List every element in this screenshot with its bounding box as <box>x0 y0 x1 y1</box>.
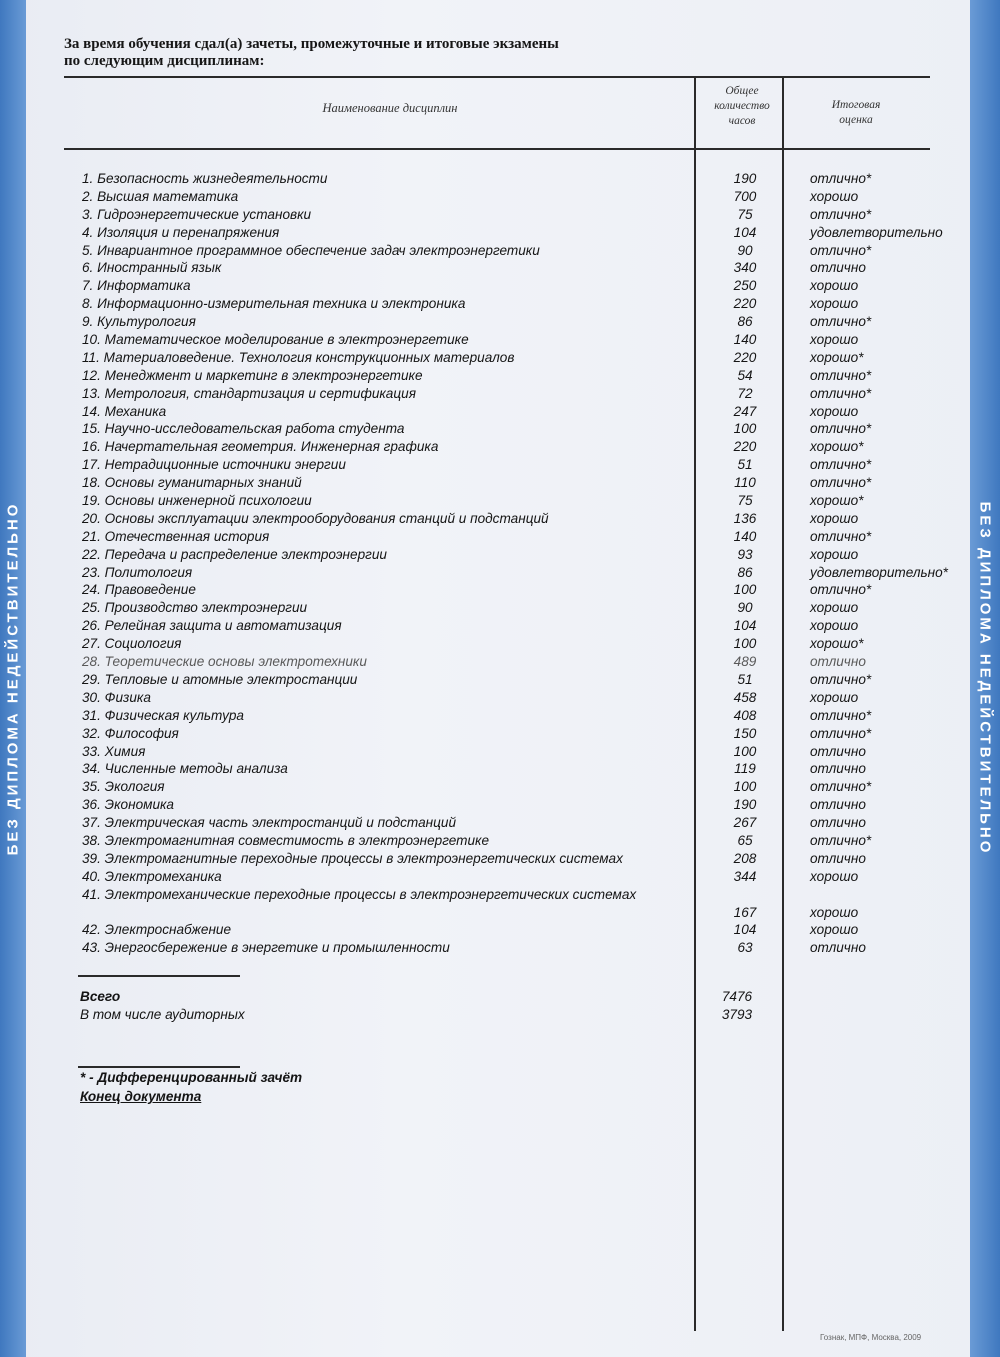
discipline-name: 5. Инвариантное программное обеспечение задач электроэнергетики <box>82 242 540 258</box>
discipline-hours: 104 <box>733 224 757 240</box>
printer-mark: Гознак, МПФ, Москва, 2009 <box>820 1333 922 1342</box>
discipline-name: 22. Передача и распределение электроэнергии <box>82 546 387 562</box>
discipline-hours: 136 <box>733 510 757 526</box>
discipline-name: 26. Релейная защита и автоматизация <box>82 618 342 634</box>
discipline-name: 32. Философия <box>82 725 179 741</box>
discipline-hours: 140 <box>733 332 757 348</box>
discipline-grade: хорошо <box>810 546 859 562</box>
discipline-hours: 150 <box>733 725 757 741</box>
table-row <box>0 456 1000 474</box>
discipline-grade: отлично* <box>810 206 872 222</box>
table-row <box>0 170 1000 188</box>
table-row <box>0 403 1000 421</box>
discipline-name: 11. Материаловедение. Технология конструкционных материалов <box>82 349 515 365</box>
discipline-name: 20. Основы эксплуатации электрооборудования станций и подстанций <box>82 510 549 526</box>
discipline-grade: хорошо <box>810 904 859 920</box>
discipline-name: 12. Менеджмент и маркетинг в электроэнергетике <box>82 367 423 383</box>
table-top-rule <box>64 76 930 78</box>
discipline-hours: 700 <box>733 188 757 204</box>
discipline-hours: 208 <box>733 850 757 866</box>
discipline-name: 33. Химия <box>82 743 146 759</box>
discipline-hours: 86 <box>737 314 753 330</box>
table-row <box>0 581 1000 599</box>
discipline-hours: 90 <box>737 242 753 258</box>
table-row <box>0 886 1000 922</box>
discipline-name: 14. Механика <box>82 403 167 419</box>
table-row <box>0 939 1000 957</box>
intro-text <box>64 36 559 70</box>
discipline-name: 13. Метрология, стандартизация и сертификация <box>82 385 416 401</box>
table-row <box>0 224 1000 242</box>
discipline-hours: 54 <box>737 367 753 383</box>
discipline-grade: отлично <box>810 797 866 813</box>
footnote: * - Дифференцированный зачёт <box>80 1070 303 1085</box>
table-row <box>0 850 1000 868</box>
discipline-name: 2. Высшая математика <box>82 188 239 204</box>
discipline-name: 7. Информатика <box>82 278 191 294</box>
discipline-grade: хорошо <box>810 689 859 705</box>
discipline-hours: 344 <box>733 868 757 884</box>
discipline-grade: отлично* <box>810 671 872 687</box>
discipline-hours: 104 <box>733 922 757 938</box>
discipline-name: 40. Электромеханика <box>82 868 222 884</box>
disciplines-table <box>0 170 1000 957</box>
discipline-name: 43. Энергосбережение в энергетике и промышленности <box>82 940 450 956</box>
discipline-grade: отлично* <box>810 528 872 544</box>
discipline-name: 4. Изоляция и перенапряжения <box>82 224 280 240</box>
table-row <box>0 599 1000 617</box>
discipline-grade: отлично* <box>810 457 872 473</box>
discipline-grade: отлично <box>810 850 866 866</box>
discipline-grade: хорошо <box>810 188 859 204</box>
discipline-name: 17. Нетрадиционные источники энергии <box>82 457 346 473</box>
table-row <box>0 689 1000 707</box>
discipline-name: 6. Иностранный язык <box>82 260 222 276</box>
discipline-name: 29. Тепловые и атомные электростанции <box>82 671 358 687</box>
discipline-hours: 72 <box>737 385 753 401</box>
discipline-hours: 75 <box>737 206 753 222</box>
discipline-hours: 93 <box>737 546 753 562</box>
discipline-hours: 408 <box>733 707 757 723</box>
discipline-hours: 267 <box>733 815 757 831</box>
discipline-name: 27. Социология <box>82 636 182 652</box>
discipline-hours: 220 <box>733 349 757 365</box>
discipline-name: 31. Физическая культура <box>82 707 244 723</box>
table-row <box>0 259 1000 277</box>
discipline-grade: отлично* <box>810 242 872 258</box>
discipline-hours: 110 <box>734 475 756 491</box>
table-row <box>0 564 1000 582</box>
discipline-name: 10. Математическое моделирование в электроэнергетике <box>82 332 469 348</box>
discipline-hours: 458 <box>733 689 757 705</box>
discipline-hours: 190 <box>733 171 757 186</box>
table-row <box>0 474 1000 492</box>
discipline-hours: 104 <box>733 618 757 634</box>
discipline-grade: хорошо <box>810 296 859 312</box>
discipline-name: 28. Теоретические основы электротехники <box>82 654 367 670</box>
discipline-grade: хорошо <box>810 600 859 616</box>
discipline-hours: 167 <box>733 904 757 920</box>
table-row <box>0 331 1000 349</box>
table-row <box>0 349 1000 367</box>
table-row <box>0 295 1000 313</box>
table-row <box>0 242 1000 260</box>
table-row <box>0 528 1000 546</box>
discipline-grade: отлично* <box>810 832 872 848</box>
discipline-name: 21. Отечественная история <box>82 528 270 544</box>
table-row <box>0 760 1000 778</box>
discipline-grade: удовлетворительно <box>810 224 943 240</box>
table-row <box>0 313 1000 331</box>
table-row <box>0 653 1000 671</box>
table-row <box>0 385 1000 403</box>
table-row <box>0 546 1000 564</box>
table-row <box>0 671 1000 689</box>
header-bottom-rule <box>64 148 930 150</box>
header-discipline-name: Наименование дисциплин <box>322 101 458 115</box>
right-band-text: БЕЗ ДИПЛОМА НЕДЕЙСТВИТЕЛЬНО <box>976 501 994 856</box>
table-row <box>0 921 1000 939</box>
discipline-grade: отлично* <box>810 475 872 491</box>
discipline-grade: хорошо <box>810 278 859 294</box>
totals-separator <box>78 975 240 977</box>
intro-line-1: За время обучения сдал(а) зачеты, промежуточные и итоговые экзамены <box>64 36 559 52</box>
discipline-name: 1. Безопасность жизнедеятельности <box>82 171 328 186</box>
discipline-grade: отлично* <box>810 779 872 795</box>
discipline-hours: 51 <box>737 671 753 687</box>
discipline-hours: 250 <box>733 278 757 294</box>
total-value: 7476 <box>721 989 753 1004</box>
discipline-name: 30. Физика <box>82 689 151 705</box>
discipline-name: 19. Основы инженерной психологии <box>82 493 312 509</box>
auditory-value: 3793 <box>721 1007 753 1022</box>
header-final-grade <box>796 98 916 128</box>
table-row <box>0 277 1000 295</box>
discipline-name: 24. Правоведение <box>82 582 196 598</box>
discipline-hours: 100 <box>733 743 757 759</box>
discipline-grade: отлично* <box>810 171 872 186</box>
discipline-hours: 100 <box>733 582 757 598</box>
discipline-name: 35. Экология <box>82 779 165 795</box>
discipline-grade: отлично* <box>810 385 872 401</box>
discipline-grade: хорошо <box>810 403 859 419</box>
discipline-hours: 90 <box>737 600 753 616</box>
totals-block <box>0 988 1000 1024</box>
discipline-grade: отлично <box>810 260 866 276</box>
discipline-grade: отлично* <box>810 314 872 330</box>
table-row <box>0 868 1000 886</box>
discipline-name: 23. Политология <box>82 564 193 580</box>
discipline-hours: 119 <box>734 761 756 777</box>
table-row <box>0 743 1000 761</box>
discipline-hours: 220 <box>733 439 757 455</box>
table-row <box>0 832 1000 850</box>
discipline-hours: 190 <box>733 797 757 813</box>
table-row <box>0 617 1000 635</box>
table-row <box>0 206 1000 224</box>
intro-line-2: по следующим дисциплинам: <box>64 53 265 69</box>
discipline-hours: 86 <box>737 564 753 580</box>
header-grade-line-2: оценка <box>839 114 873 126</box>
discipline-hours: 51 <box>737 457 753 473</box>
discipline-grade: хорошо* <box>810 349 864 365</box>
discipline-hours: 75 <box>737 493 753 509</box>
discipline-grade: отлично <box>810 743 866 759</box>
header-total-hours <box>700 84 784 129</box>
discipline-hours: 100 <box>733 636 757 652</box>
discipline-grade: отлично* <box>810 421 872 437</box>
table-row <box>0 438 1000 456</box>
discipline-grade: отлично* <box>810 725 872 741</box>
discipline-grade: хорошо <box>810 868 859 884</box>
discipline-grade: хорошо* <box>810 636 864 652</box>
discipline-name: 39. Электромагнитные переходные процессы в электроэнергетических системах <box>82 850 623 866</box>
discipline-name: 8. Информационно-измерительная техника и электроника <box>82 296 466 312</box>
discipline-hours: 100 <box>733 421 757 437</box>
discipline-name: 42. Электроснабжение <box>82 922 232 938</box>
table-row <box>0 367 1000 385</box>
discipline-hours: 100 <box>733 779 757 795</box>
discipline-grade: хорошо <box>810 332 859 348</box>
discipline-grade: хорошо <box>810 510 859 526</box>
auditory-label: В том числе аудиторных <box>80 1007 245 1022</box>
discipline-hours: 489 <box>733 654 757 670</box>
discipline-name: 41. Электромеханические переходные процессы в электроэнергетических системах <box>82 886 637 902</box>
discipline-hours: 340 <box>733 260 757 276</box>
table-row <box>0 796 1000 814</box>
discipline-grade: хорошо* <box>810 439 864 455</box>
discipline-name: 34. Численные методы анализа <box>82 761 288 777</box>
table-row <box>0 635 1000 653</box>
header-hours-line-2: количество <box>714 100 770 112</box>
discipline-name: 16. Начертательная геометрия. Инженерная графика <box>82 439 439 455</box>
table-row <box>0 725 1000 743</box>
discipline-name: 3. Гидроэнергетические установки <box>82 206 312 222</box>
discipline-grade: удовлетворительно* <box>810 564 948 580</box>
left-band-text: БЕЗ ДИПЛОМА НЕДЕЙСТВИТЕЛЬНО <box>4 501 22 856</box>
discipline-grade: отлично* <box>810 582 872 598</box>
total-label: Всего <box>80 989 121 1004</box>
footnote-separator <box>78 1066 240 1068</box>
discipline-hours: 140 <box>733 528 757 544</box>
table-row <box>0 188 1000 206</box>
header-hours-line-1: Общее <box>725 85 759 97</box>
discipline-grade: хорошо <box>810 618 859 634</box>
discipline-grade: хорошо* <box>810 493 864 509</box>
end-of-document: Конец документа <box>80 1089 202 1104</box>
header-grade-line-1: Итоговая <box>831 99 881 111</box>
discipline-name: 18. Основы гуманитарных знаний <box>82 475 302 491</box>
discipline-hours: 220 <box>733 296 757 312</box>
discipline-name: 15. Научно-исследовательская работа студента <box>82 421 405 437</box>
discipline-hours: 247 <box>733 403 757 419</box>
discipline-hours: 63 <box>737 940 753 956</box>
discipline-grade: отлично <box>810 940 866 956</box>
header-hours-line-3: часов <box>728 115 756 127</box>
table-row <box>0 707 1000 725</box>
table-row <box>0 492 1000 510</box>
discipline-name: 36. Экономика <box>82 797 174 813</box>
table-row <box>0 420 1000 438</box>
discipline-name: 9. Культурология <box>82 314 196 330</box>
discipline-grade: отлично <box>810 815 866 831</box>
discipline-name: 38. Электромагнитная совместимость в электроэнергетике <box>82 832 490 848</box>
discipline-grade: отлично <box>810 761 866 777</box>
discipline-grade: отлично <box>810 654 866 670</box>
discipline-name: 37. Электрическая часть электростанций и подстанций <box>82 815 457 831</box>
discipline-grade: хорошо <box>810 922 859 938</box>
discipline-name: 25. Производство электроэнергии <box>82 600 308 616</box>
discipline-hours: 65 <box>737 832 753 848</box>
table-row <box>0 778 1000 796</box>
discipline-grade: отлично* <box>810 367 872 383</box>
table-row <box>0 814 1000 832</box>
table-row <box>0 510 1000 528</box>
discipline-grade: отлично* <box>810 707 872 723</box>
